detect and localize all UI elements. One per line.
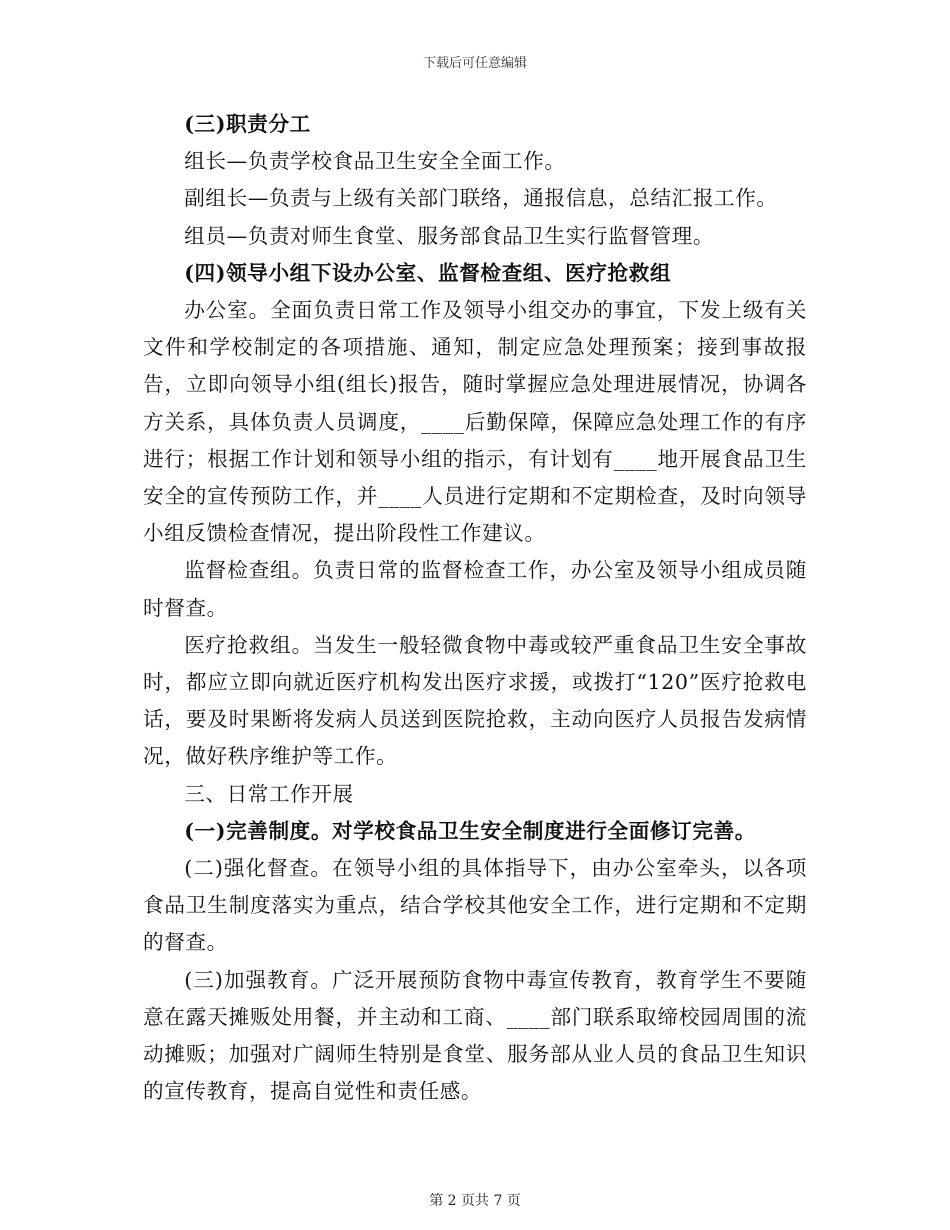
paragraph-supervision: (二)强化督查。在领导小组的具体指导下，由办公室牵头，以各项食品卫生制度落实为重点，结合学校其他安全工作，进行定期和不定期的督查。 bbox=[143, 856, 807, 955]
paragraph-office: 办公室。全面负责日常工作及领导小组交办的事宜，下发上级有关文件和学校制定的各项措施、通知，制定应急处理预案；接到事故报告，立即向领导小组(组长)报告，随时掌握应急处理进展情况，协调各方关系，具体负责人员调度，____后勤保障，保障应急处理工作的有序进行；根据工作计划和领导小组的指示，有计划有____地开展食品卫生安全的宣传预防工作，并____人员进行定期和不定期检查，及时向领导小组反馈检查情况，提出阶段性工作建议。 bbox=[143, 298, 807, 546]
heading-improve-system: (一)完善制度。对学校食品卫生安全制度进行全面修订完善。 bbox=[184, 818, 756, 843]
paragraph-education: (三)加强教育。广泛开展预防食物中毒宣传教育，教育学生不要随意在露天摊贩处用餐，并主动和工商、____部门联系取缔校园周围的流动摊贩；加强对广阔师生特别是食堂、服务部从业人员的食品卫生知识的宣传教育，提高自觉性和责任感。 bbox=[143, 967, 807, 1104]
paragraph-deputy-leader: 副组长—负责与上级有关部门联络，通报信息，总结汇报工作。 bbox=[184, 186, 778, 211]
heading-daily-work: 三、日常工作开展 bbox=[184, 781, 354, 806]
heading-subgroups: (四)领导小组下设办公室、监督检查组、医疗抢救组 bbox=[184, 260, 672, 285]
page-header: 下载后可任意编辑 bbox=[422, 56, 527, 71]
paragraph-members: 组员—负责对师生食堂、服务部食品卫生实行监督管理。 bbox=[184, 223, 715, 248]
paragraph-inspection-group: 监督检查组。负责日常的监督检查工作，办公室及领导小组成员随时督查。 bbox=[143, 558, 807, 620]
heading-duty-division: (三)职责分工 bbox=[184, 112, 311, 136]
page-number: 第 2 页共 7 页 bbox=[429, 1193, 521, 1209]
document-body bbox=[143, 106, 807, 1110]
paragraph-medical-rescue: 医疗抢救组。当发生一般轻微食物中毒或较严重食品卫生安全事故时，都应立即向就近医疗机构发出医疗求援，或拨打“120”医疗抢救电话，要及时果断将发病人员送到医院抢救，主动向医疗人员报告发病情况，做好秩序维护等工作。 bbox=[143, 632, 807, 769]
paragraph-leader: 组长—负责学校食品卫生安全全面工作。 bbox=[184, 149, 566, 174]
